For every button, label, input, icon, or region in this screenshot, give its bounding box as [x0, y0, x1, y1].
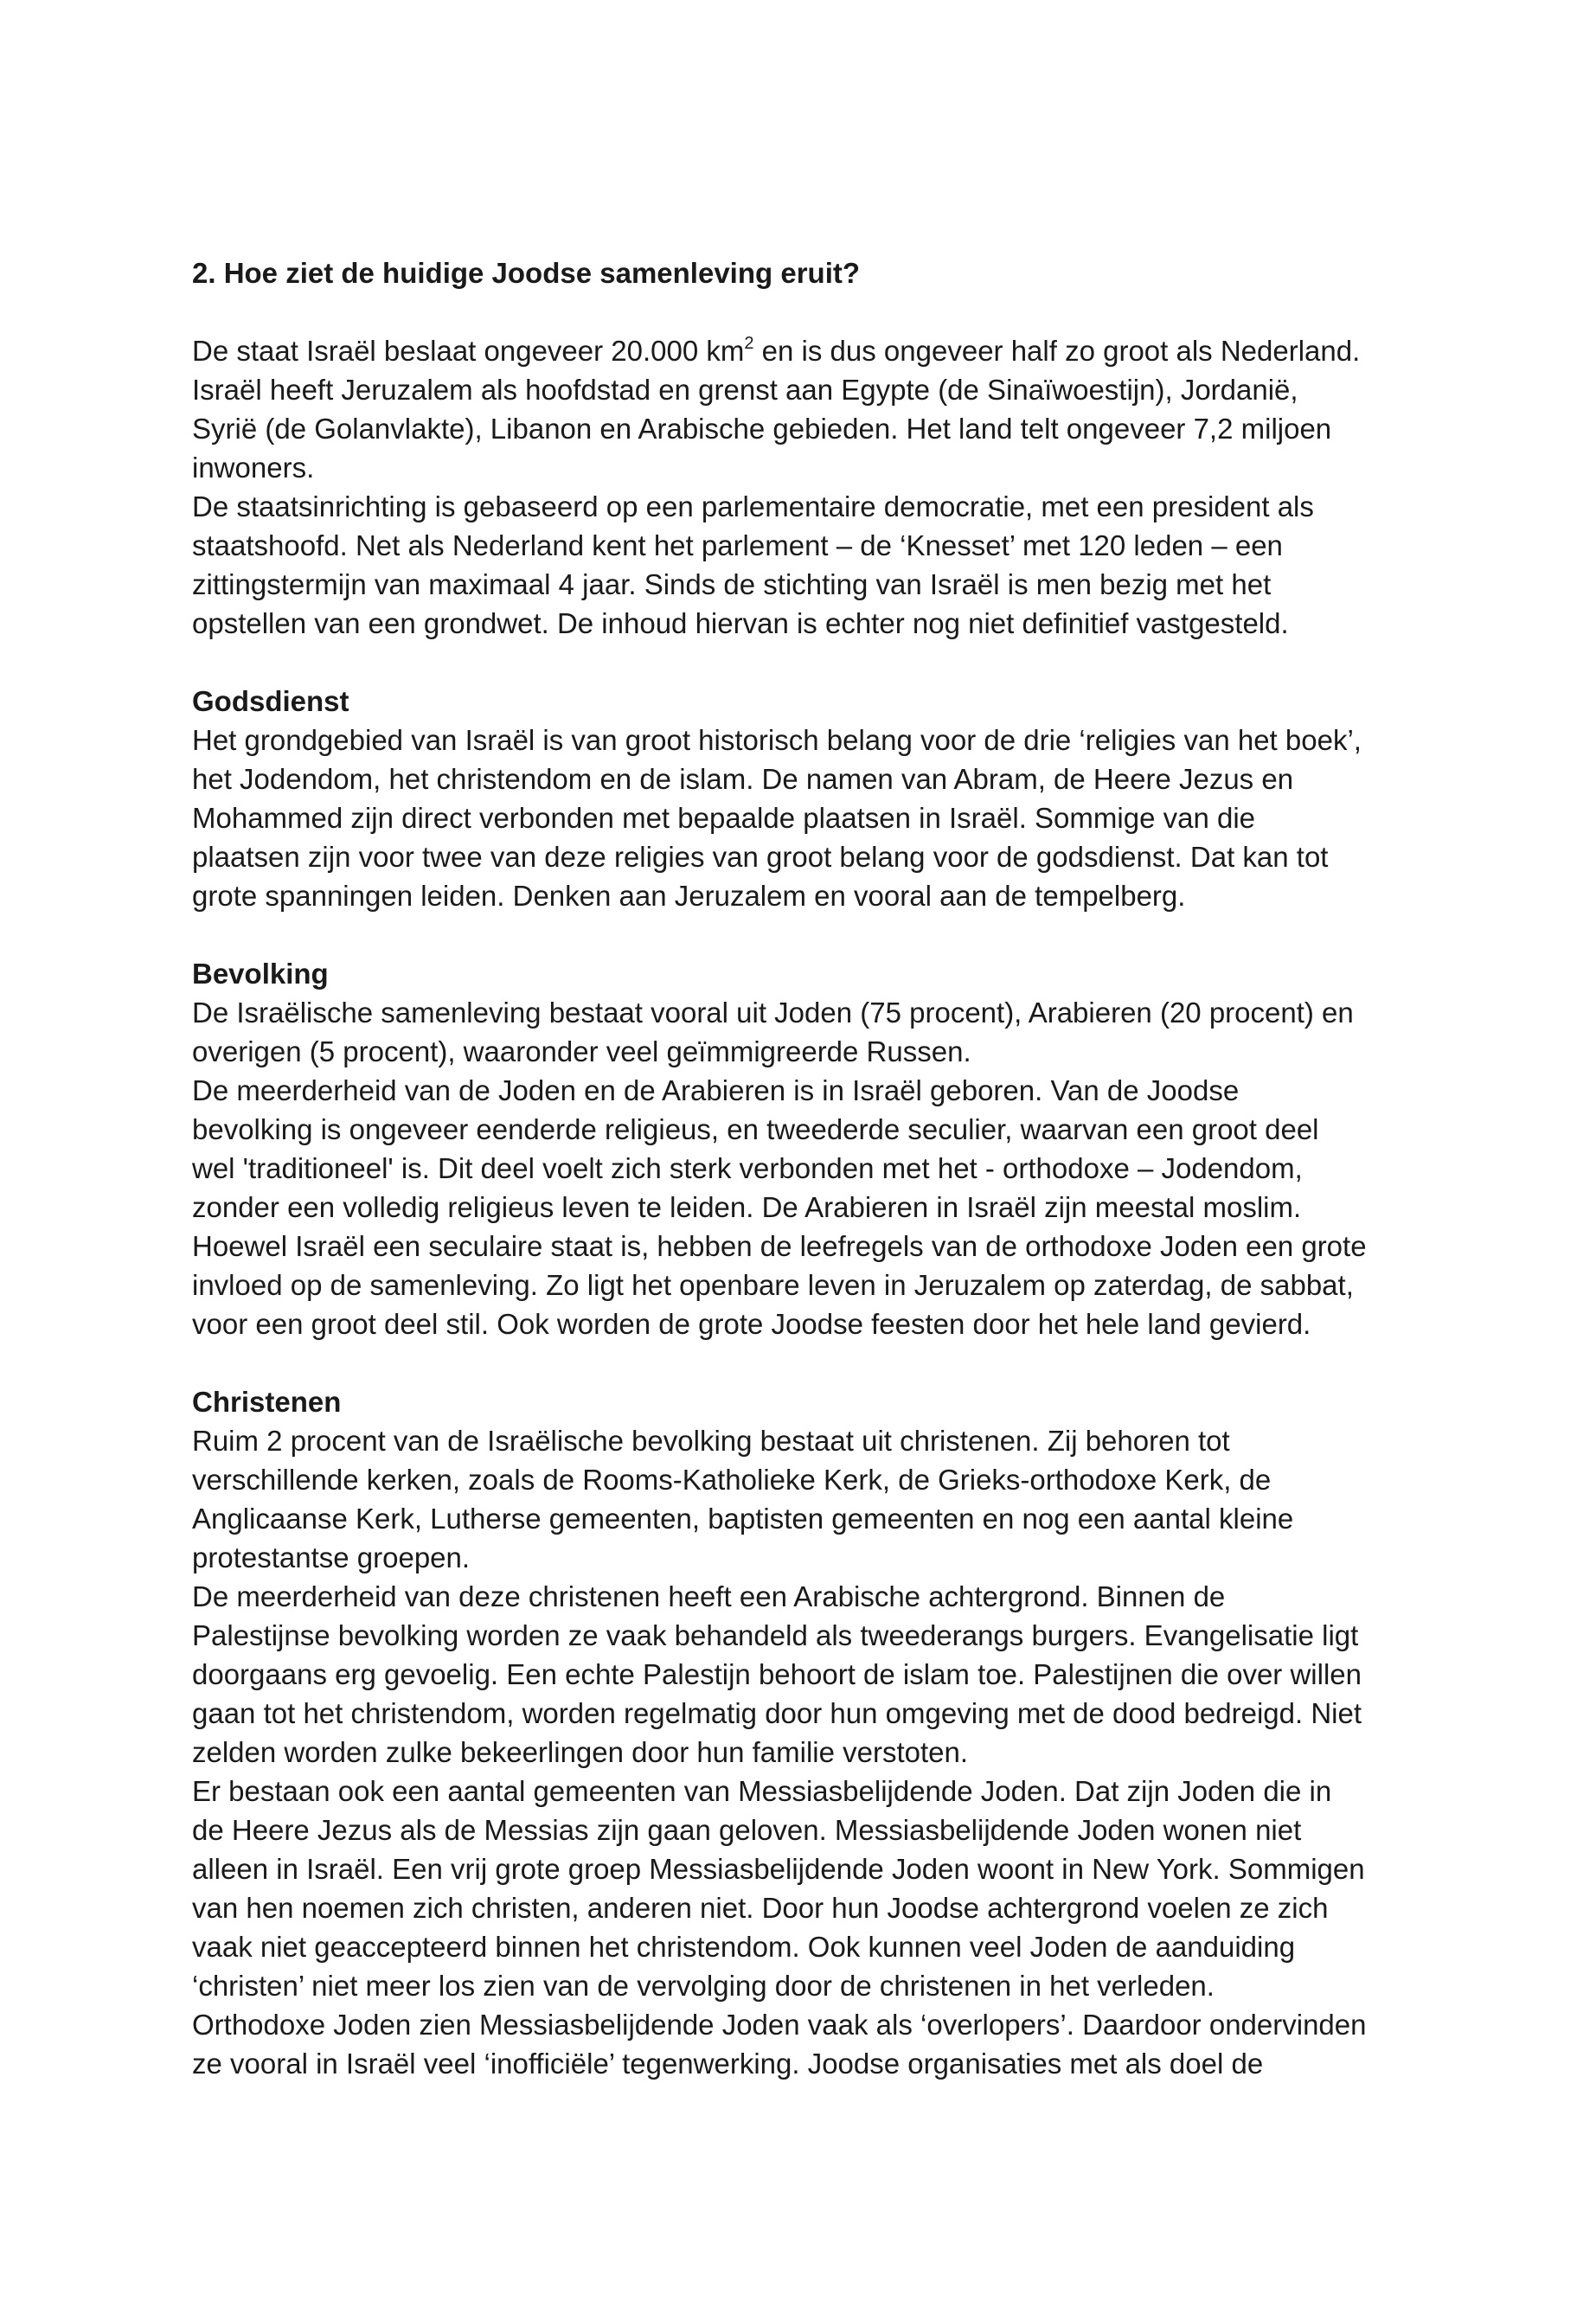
section-heading: Bevolking	[192, 958, 329, 990]
paragraph-line: gaan tot het christendom, worden regelmatig door hun omgeving met de dood bedreigd. Niet	[192, 1697, 1362, 1729]
paragraph-line: wel 'traditioneel' is. Dit deel voelt zich sterk verbonden met het - orthodoxe – Jodendom,	[192, 1152, 1303, 1184]
paragraph-line: De meerderheid van deze christenen heeft een Arabische achtergrond. Binnen de	[192, 1580, 1226, 1612]
paragraph-line: inwoners.	[192, 452, 315, 484]
intro-section	[192, 331, 1420, 643]
paragraph-line: verschillende kerken, zoals de Rooms-Katholieke Kerk, de Grieks-orthodoxe Kerk, de	[192, 1464, 1272, 1496]
paragraph-line: Er bestaan ook een aantal gemeenten van Messiasbelijdende Joden. Dat zijn Joden die in	[192, 1775, 1332, 1807]
godsdienst-section	[192, 682, 1420, 915]
paragraph-line: Syrië (de Golanvlakte), Libanon en Arabische gebieden. Het land telt ongeveer 7,2 miljoen	[192, 413, 1332, 445]
paragraph-line: ze vooral in Israël veel ‘inofficiële’ tegenwerking. Joodse organisaties met als doel de	[192, 2048, 1264, 2080]
paragraph-line: protestantse groepen.	[192, 1541, 471, 1574]
paragraph-line: Anglicaanse Kerk, Lutherse gemeenten, baptisten gemeenten en nog een aantal kleine	[192, 1503, 1294, 1535]
paragraph-line: zelden worden zulke bekeerlingen door hun familie verstoten.	[192, 1736, 969, 1768]
bevolking-section	[192, 954, 1420, 1343]
superscript: 2	[744, 334, 754, 353]
paragraph-line: overigen (5 procent), waaronder veel geïmmigreerde Russen.	[192, 1035, 971, 1067]
spacer	[192, 915, 1420, 954]
paragraph-line: grote spanningen leiden. Denken aan Jeruzalem en vooral aan de tempelberg.	[192, 880, 1186, 912]
paragraph-line: Hoewel Israël een seculaire staat is, hebben de leefregels van de orthodoxe Joden een grote	[192, 1230, 1367, 1262]
paragraph-line: De Israëlische samenleving bestaat vooral uit Joden (75 procent), Arabieren (20 procent) en	[192, 997, 1354, 1029]
paragraph-line: Orthodoxe Joden zien Messiasbelijdende Joden vaak als ‘overlopers’. Daardoor ondervinden	[192, 2009, 1367, 2041]
document-body	[192, 253, 1420, 2083]
paragraph-line: Israël heeft Jeruzalem als hoofdstad en grenst aan Egypte (de Sinaïwoestijn), Jordanië,	[192, 374, 1298, 406]
paragraph-line: Ruim 2 procent van de Israëlische bevolking bestaat uit christenen. Zij behoren tot	[192, 1425, 1230, 1457]
paragraph-line: De meerderheid van de Joden en de Arabieren is in Israël geboren. Van de Joodse	[192, 1074, 1240, 1106]
section-heading: Christenen	[192, 1386, 342, 1418]
paragraph-line: ‘christen’ niet meer los zien van de vervolging door de christenen in het verleden.	[192, 1970, 1215, 2002]
paragraph-line: invloed op de samenleving. Zo ligt het openbare leven in Jeruzalem op zaterdag, de sabbat,	[192, 1269, 1354, 1301]
paragraph-line: de Heere Jezus als de Messias zijn gaan geloven. Messiasbelijdende Joden wonen niet	[192, 1814, 1302, 1846]
christenen-section	[192, 1382, 1420, 2083]
paragraph-line	[192, 331, 1420, 370]
spacer	[192, 643, 1420, 682]
paragraph-line: doorgaans erg gevoelig. Een echte Palestijn behoort de islam toe. Palestijnen die over willen	[192, 1658, 1362, 1690]
paragraph-line: Het grondgebied van Israël is van groot historisch belang voor de drie ‘religies van het boek’,	[192, 724, 1362, 756]
page-title: 2. Hoe ziet de huidige Joodse samenleving eruit?	[192, 257, 861, 289]
paragraph-line: alleen in Israël. Een vrij grote groep Messiasbelijdende Joden woont in New York. Sommigen	[192, 1853, 1365, 1885]
paragraph-line: vaak niet geaccepteerd binnen het christendom. Ook kunnen veel Joden de aanduiding	[192, 1931, 1296, 1963]
paragraph-line: van hen noemen zich christen, anderen niet. Door hun Joodse achtergrond voelen ze zich	[192, 1892, 1329, 1924]
paragraph-line: staatshoofd. Net als Nederland kent het parlement – de ‘Knesset’ met 120 leden – een	[192, 529, 1283, 561]
paragraph-line: bevolking is ongeveer eenderde religieus, en tweederde seculier, waarvan een groot deel	[192, 1113, 1319, 1145]
paragraph-line: opstellen van een grondwet. De inhoud hiervan is echter nog niet definitief vastgesteld.	[192, 607, 1289, 639]
spacer	[192, 292, 1420, 331]
paragraph-line: plaatsen zijn voor twee van deze religies van groot belang voor de godsdienst. Dat kan tot	[192, 841, 1329, 873]
paragraph-line: zittingstermijn van maximaal 4 jaar. Sinds de stichting van Israël is men bezig met het	[192, 568, 1272, 600]
paragraph-line: het Jodendom, het christendom en de islam. De namen van Abram, de Heere Jezus en	[192, 763, 1294, 795]
spacer	[192, 1343, 1420, 1382]
paragraph-line: Palestijnse bevolking worden ze vaak behandeld als tweederangs burgers. Evangelisatie ligt	[192, 1619, 1359, 1651]
paragraph-line: Mohammed zijn direct verbonden met bepaalde plaatsen in Israël. Sommige van die	[192, 802, 1256, 834]
section-heading: Godsdienst	[192, 685, 349, 717]
paragraph-line: zonder een volledig religieus leven te leiden. De Arabieren in Israël zijn meestal moslim.	[192, 1191, 1302, 1223]
text-run: en is dus ongeveer half zo groot als Nederland.	[753, 335, 1361, 367]
paragraph-line: De staatsinrichting is gebaseerd op een parlementaire democratie, met een president als	[192, 490, 1314, 522]
text-run: De staat Israël beslaat ongeveer 20.000 km	[192, 335, 745, 367]
paragraph-line: voor een groot deel stil. Ook worden de grote Joodse feesten door het hele land gevierd.	[192, 1308, 1311, 1340]
